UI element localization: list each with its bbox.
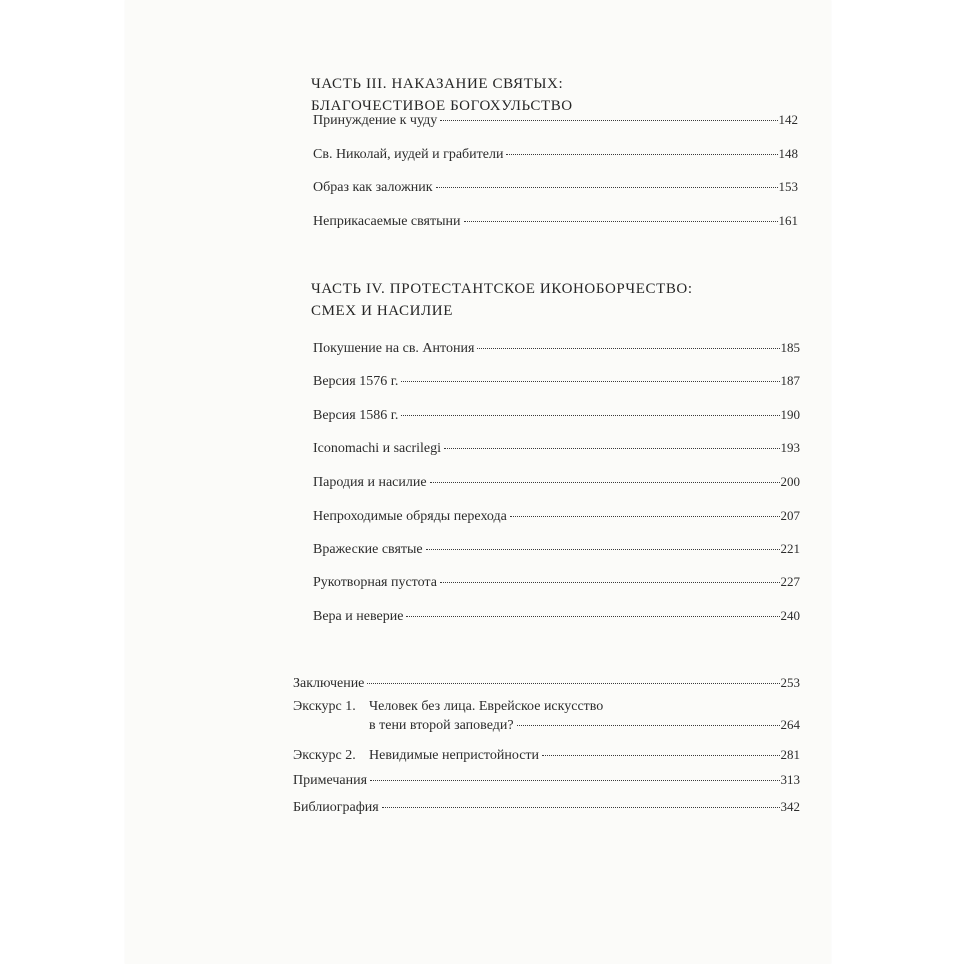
toc-entry[interactable] — [313, 178, 798, 197]
dot-leader — [436, 187, 778, 188]
toc-entry[interactable] — [313, 473, 800, 492]
dot-leader — [406, 616, 779, 617]
dot-leader — [517, 725, 780, 726]
dot-leader — [370, 780, 779, 781]
toc-entry-page: 142 — [778, 112, 798, 127]
toc-entry-excursus-1[interactable] — [293, 698, 800, 735]
toc-entry-conclusion[interactable] — [293, 674, 800, 693]
toc-entry-title: Покушение на св. Антония — [313, 341, 475, 356]
toc-entry[interactable] — [313, 145, 798, 164]
part-4-heading-line2: СМЕХ И НАСИЛИЕ — [311, 303, 453, 319]
toc-entry-page: 161 — [778, 213, 798, 228]
toc-entry-page: 193 — [780, 440, 800, 455]
toc-entry-page: 207 — [780, 508, 800, 523]
toc-entry-title: Неприкасаемые святыни — [313, 214, 461, 229]
toc-entry-title: Iconomachi и sacrilegi — [313, 441, 441, 456]
toc-entry-page: 342 — [780, 799, 800, 814]
toc-entry[interactable] — [313, 406, 800, 425]
toc-entry-title: Пародия и насилие — [313, 475, 427, 490]
toc-entry-notes[interactable] — [293, 771, 800, 790]
toc-entry-title: Рукотворная пустота — [313, 575, 437, 590]
toc-entry-title: Невидимые непристойности — [369, 748, 540, 763]
dot-leader — [440, 120, 777, 121]
dot-leader — [510, 516, 780, 517]
toc-entry-page: 240 — [780, 608, 800, 623]
toc-entry-page: 187 — [780, 373, 800, 388]
toc-entry-title: Образ как заложник — [313, 180, 433, 195]
toc-entry-page: 190 — [780, 407, 800, 422]
dot-leader — [401, 415, 779, 416]
toc-entry[interactable] — [313, 439, 800, 458]
dot-leader — [444, 448, 780, 449]
toc-entry-title: Вражеские святые — [313, 542, 423, 557]
dot-leader — [382, 807, 780, 808]
toc-entry-title: Принуждение к чуду — [313, 113, 438, 128]
toc-entry-title: Заключение — [293, 676, 365, 691]
dot-leader — [401, 381, 779, 382]
dot-leader — [440, 582, 780, 583]
toc-entry-page: 264 — [780, 717, 800, 732]
toc-entry-title: Св. Николай, иудей и грабители — [313, 147, 504, 162]
dot-leader — [477, 348, 779, 349]
toc-entry-page: 200 — [780, 474, 800, 489]
toc-entry-title: Примечания — [293, 773, 368, 788]
toc-entry-page: 227 — [780, 574, 800, 589]
toc-entry-page: 148 — [778, 146, 798, 161]
dot-leader — [506, 154, 777, 155]
dot-leader — [367, 683, 779, 684]
toc-entry-title-line2: в тени второй заповеди? — [369, 718, 514, 733]
toc-entry-page: 221 — [780, 541, 800, 556]
toc-entry[interactable] — [313, 212, 798, 231]
toc-entry-title-line1: Человек без лица. Еврейское искусство — [369, 699, 604, 714]
toc-entry-excursus-2[interactable] — [293, 746, 800, 765]
toc-entry-page: 185 — [780, 340, 800, 355]
toc-entry-title: Вера и неверие — [313, 609, 404, 624]
toc-entry-title: Версия 1576 г. — [313, 374, 399, 389]
toc-entry-page: 313 — [780, 772, 800, 787]
toc-entry[interactable] — [313, 573, 800, 592]
toc-entry-page: 281 — [780, 747, 800, 762]
part-4-heading-line1: ЧАСТЬ IV. ПРОТЕСТАНТСКОЕ ИКОНОБОРЧЕСТВО: — [311, 281, 693, 297]
toc-entry-bibliography[interactable] — [293, 798, 800, 817]
dot-leader — [426, 549, 780, 550]
toc-entry-page: 253 — [780, 675, 800, 690]
part-3-heading-line1: ЧАСТЬ III. НАКАЗАНИЕ СВЯТЫХ: — [311, 76, 564, 92]
dot-leader — [464, 221, 778, 222]
toc-entry[interactable] — [313, 372, 800, 391]
part-4-heading — [311, 278, 693, 322]
toc-entry[interactable] — [313, 339, 800, 358]
part-3-heading-line2: БЛАГОЧЕСТИВОЕ БОГОХУЛЬСТВО — [311, 98, 573, 114]
toc-entry-title: Версия 1586 г. — [313, 408, 399, 423]
dot-leader — [430, 482, 780, 483]
toc-entry-title: Непроходимые обряды перехода — [313, 509, 507, 524]
excursus-label: Экскурс 2. — [293, 748, 356, 763]
toc-entry[interactable] — [313, 540, 800, 559]
dot-leader — [542, 755, 779, 756]
toc-entry[interactable] — [313, 607, 800, 626]
toc-entry-page: 153 — [778, 179, 798, 194]
toc-entry[interactable] — [313, 507, 800, 526]
excursus-label: Экскурс 1. — [293, 699, 356, 714]
toc-entry-title: Библиография — [293, 800, 379, 815]
toc-entry[interactable] — [313, 111, 798, 130]
